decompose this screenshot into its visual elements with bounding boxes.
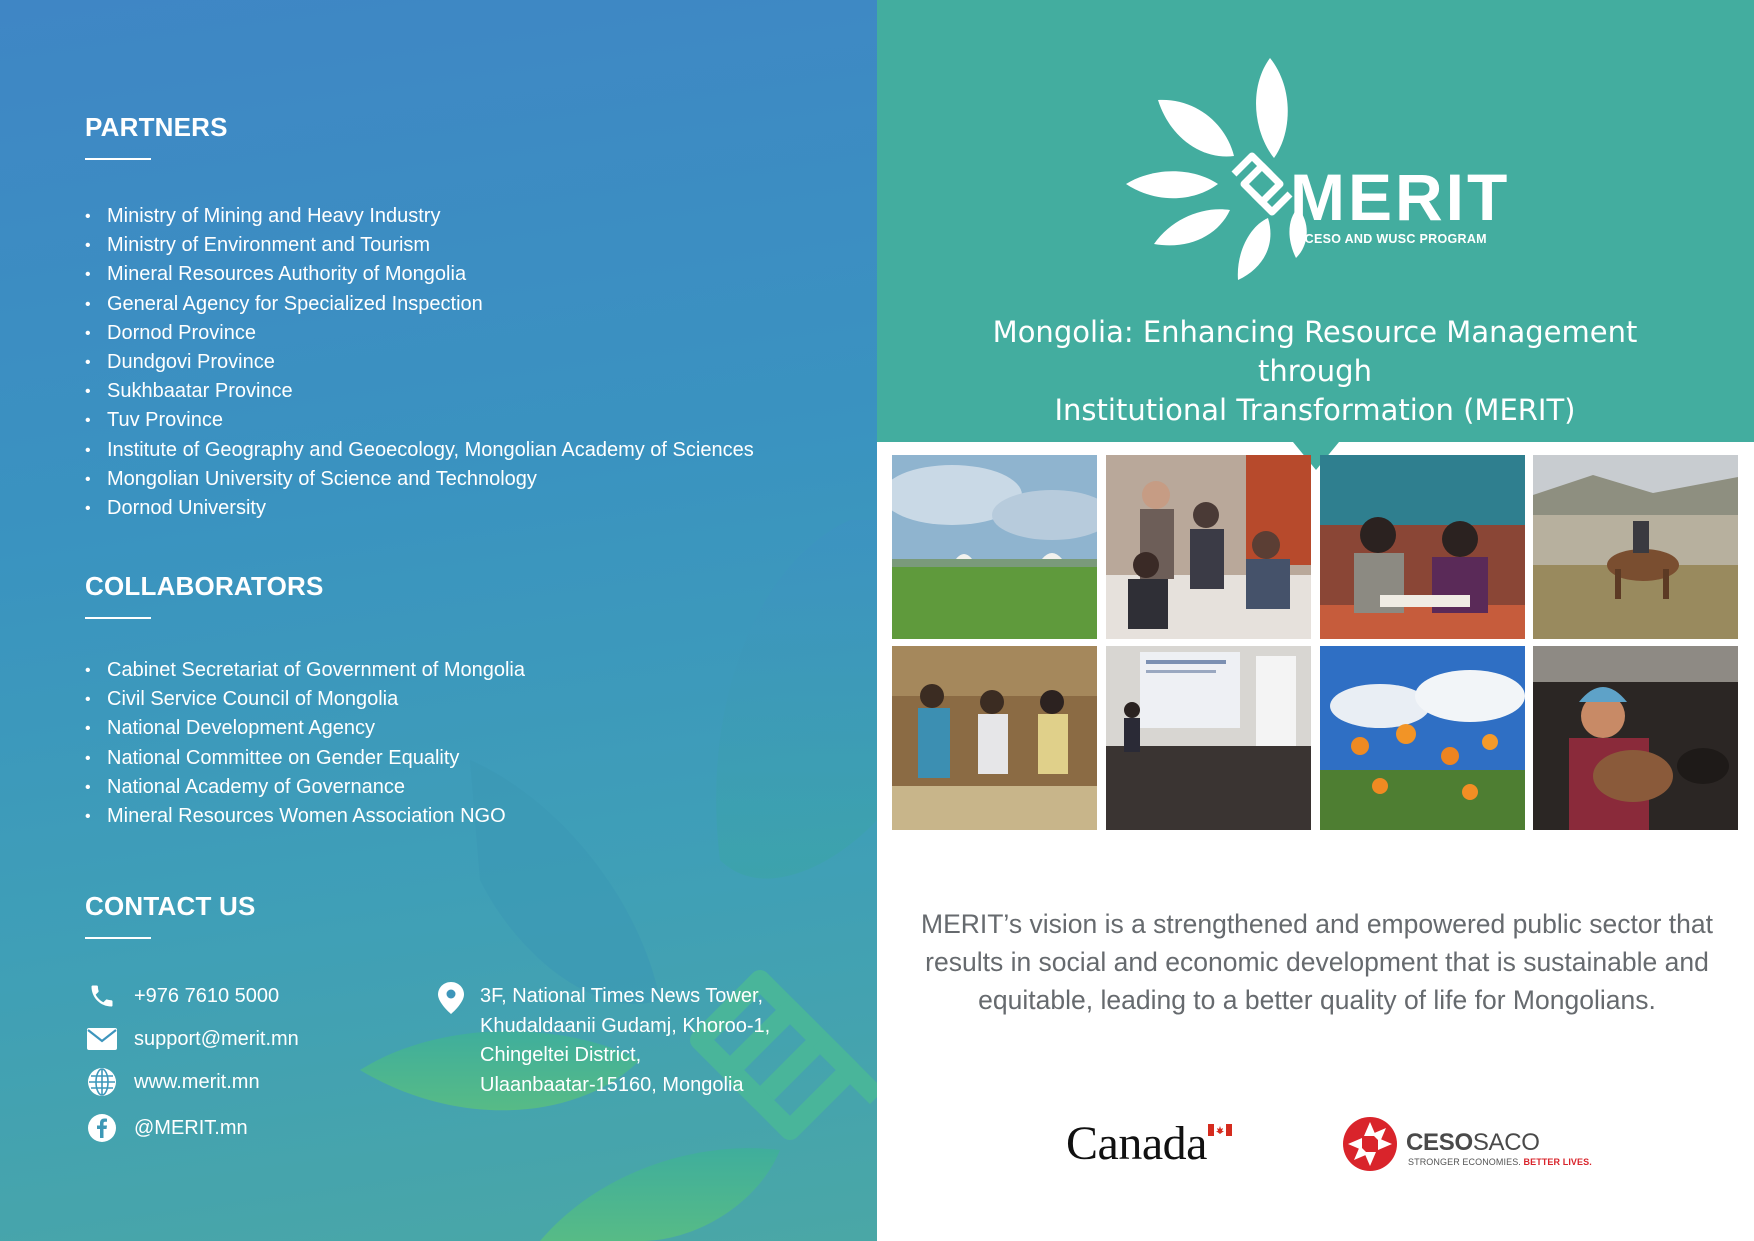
address-line: Chingeltei District, [480, 1044, 642, 1066]
ceso-tagline-part: STRONGER ECONOMIES. [1408, 1157, 1521, 1167]
canada-flag-icon [1208, 1124, 1232, 1136]
contact-email[interactable] [85, 1021, 299, 1057]
website-link: www.merit.mn [134, 1070, 260, 1093]
photo-conference-presentation [1106, 646, 1311, 830]
program-title-line: Mongolia: Enhancing Resource Management through [992, 315, 1638, 388]
phone-number: +976 7610 5000 [134, 984, 280, 1007]
phone-icon [85, 979, 119, 1013]
ceso-name-part: CESO [1406, 1129, 1473, 1156]
photo-herder-with-lamb [1533, 646, 1738, 830]
list-item: • Dornod University [85, 494, 754, 523]
partners-rule [85, 158, 151, 160]
partners-list [85, 202, 754, 523]
program-title-line: Institutional Transformation (MERIT) [1054, 393, 1576, 427]
contact-facebook[interactable] [85, 1110, 248, 1146]
envelope-icon [85, 1022, 119, 1056]
canada-wordmark: Canada [1066, 1117, 1207, 1170]
address-line: Ulaanbaatar-15160, Mongolia [480, 1073, 744, 1096]
list-item: • National Committee on Gender Equality [85, 744, 525, 773]
photo-signing-ceremony [1320, 455, 1525, 639]
list-item: • Dornod Province [85, 319, 754, 348]
contact-rule [85, 937, 151, 939]
ceso-saco-logo-icon [1342, 1116, 1398, 1172]
program-title [935, 313, 1695, 430]
list-item: • Cabinet Secretariat of Government of Mongolia [85, 656, 525, 685]
list-item: • Institute of Geography and Geoecology, Mongolian Academy of Sciences [85, 436, 754, 465]
list-item: • Civil Service Council of Mongolia [85, 685, 525, 714]
ceso-saco-name [1406, 1129, 1540, 1157]
partners-heading: PARTNERS [85, 112, 228, 142]
contact-heading: CONTACT US [85, 891, 256, 921]
photo-horse-rider [1533, 455, 1738, 639]
list-item: • Sukhbaatar Province [85, 377, 754, 406]
list-item: • National Development Agency [85, 714, 525, 743]
address-line: 3F, National Times News Tower, [480, 985, 764, 1007]
list-item: • Tuv Province [85, 406, 754, 435]
collaborators-rule [85, 617, 151, 619]
list-item: • Ministry of Mining and Heavy Industry [85, 202, 754, 231]
location-pin-icon [438, 982, 468, 1014]
list-item: • Mongolian University of Science and Technology [85, 465, 754, 494]
address-line: Khudaldaanii Gudamj, Khoroo-1, [480, 1014, 771, 1037]
ceso-saco-tagline [1408, 1157, 1592, 1167]
list-item: • Ministry of Environment and Tourism [85, 231, 754, 260]
facebook-handle: @MERIT.mn [134, 1116, 248, 1139]
list-item: • National Academy of Governance [85, 773, 525, 802]
list-item: • Mineral Resources Women Association NGO [85, 802, 525, 831]
contact-address [438, 982, 770, 1100]
facebook-icon [85, 1111, 119, 1145]
contact-phone[interactable] [85, 978, 279, 1014]
photo-steppe-gers [892, 455, 1097, 639]
list-item: • General Agency for Specialized Inspection [85, 290, 754, 319]
ceso-tagline-highlight: BETTER LIVES. [1523, 1157, 1592, 1167]
list-item: • Dundgovi Province [85, 348, 754, 377]
vision-statement: MERIT’s vision is a strengthened and empowered public sector that results in social and economic development that is sustainable and equitable, leading to a better quality of life for Mongolians. [921, 909, 1713, 1015]
globe-icon [85, 1065, 119, 1099]
collaborators-heading: COLLABORATORS [85, 571, 324, 601]
contact-website[interactable] [85, 1064, 260, 1100]
list-item: • Mineral Resources Authority of Mongolia [85, 260, 754, 289]
photo-workshop-group [1106, 455, 1311, 639]
merit-tagline: A CESO AND WUSC PROGRAM [1292, 232, 1487, 246]
photo-orange-flowers-sky [1320, 646, 1525, 830]
merit-wordmark: MERIT [1290, 160, 1511, 234]
email-address: support@merit.mn [134, 1027, 299, 1050]
collaborators-list [85, 656, 525, 831]
saco-name-part: SACO [1472, 1129, 1540, 1156]
photo-traditional-dress-workshop [892, 646, 1097, 830]
